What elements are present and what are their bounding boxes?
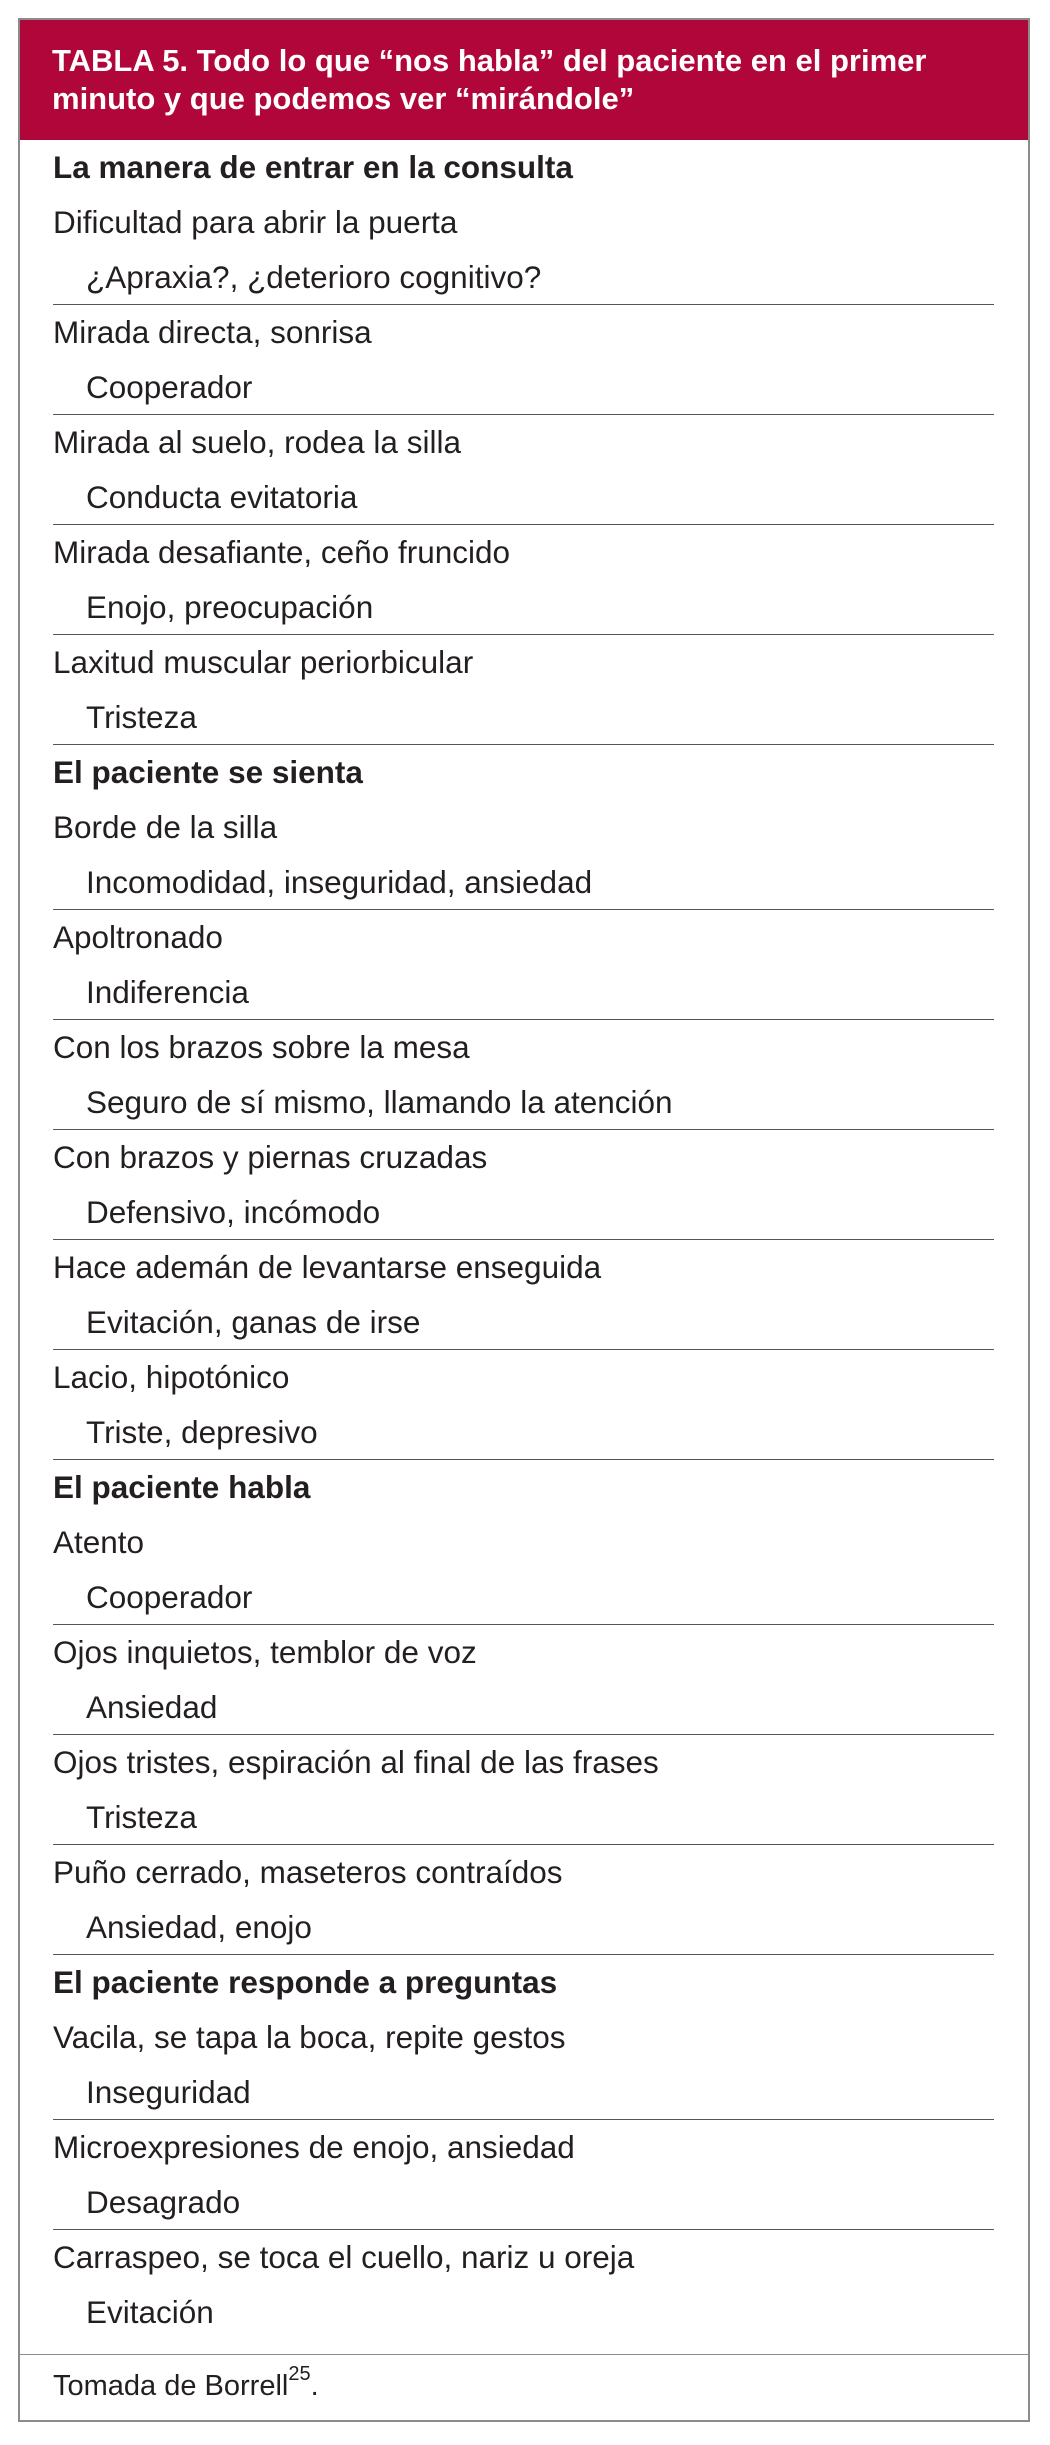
meaning-text: Ansiedad, enojo: [53, 1900, 994, 1955]
meaning-text: Triste, depresivo: [53, 1405, 994, 1460]
source-note-end: .: [310, 2370, 319, 2402]
sign-text: Mirada al suelo, rodea la silla: [53, 424, 461, 460]
meaning-text: Tristeza: [53, 1790, 994, 1845]
sign-text: Con los brazos sobre la mesa: [53, 1029, 470, 1065]
meaning-text: Cooperador: [53, 1570, 994, 1625]
sign-text: Con brazos y piernas cruzadas: [53, 1139, 488, 1175]
sign-text: Lacio, hipotónico: [53, 1359, 290, 1395]
sign-text: Ojos tristes, espiración al final de las frases: [53, 1744, 659, 1780]
sign-text: Borde de la silla: [53, 809, 278, 845]
meaning-text: Enojo, preocupación: [53, 580, 994, 635]
sign-text: Apoltronado: [53, 919, 223, 955]
table-title-line-2: minuto y que podemos ver “mirándole”: [52, 81, 635, 116]
meaning-text: Conducta evitatoria: [53, 470, 994, 525]
source-note: Tomada de Borrell: [53, 2370, 289, 2402]
section-heading: El paciente responde a preguntas: [53, 1964, 558, 2000]
section-heading: El paciente se sienta: [53, 754, 363, 790]
sign-text: Ojos inquietos, temblor de voz: [53, 1634, 477, 1670]
meaning-text: Cooperador: [53, 360, 994, 415]
sign-text: Mirada desafiante, ceño fruncido: [53, 534, 511, 570]
table-body: [20, 140, 1028, 2340]
section-heading: El paciente habla: [53, 1469, 311, 1505]
meaning-text: Incomodidad, inseguridad, ansiedad: [53, 855, 994, 910]
section-heading: La manera de entrar en la consulta: [53, 149, 573, 185]
meaning-text: Seguro de sí mismo, llamando la atención: [53, 1075, 994, 1130]
sign-text: Carraspeo, se toca el cuello, nariz u oreja: [53, 2239, 635, 2275]
sign-text: Hace ademán de levantarse enseguida: [53, 1249, 602, 1285]
sign-text: Vacila, se tapa la boca, repite gestos: [53, 2019, 566, 2055]
sign-text: Atento: [53, 1524, 145, 1560]
meaning-text: ¿Apraxia?, ¿deterioro cognitivo?: [53, 250, 994, 305]
meaning-text: Defensivo, incómodo: [53, 1185, 994, 1240]
table-footer: [20, 2354, 1028, 2420]
reference-number: 25: [288, 2363, 311, 2386]
meaning-text: Ansiedad: [53, 1680, 994, 1735]
meaning-text: Evitación: [86, 2294, 214, 2330]
table-title-line-1: TABLA 5. Todo lo que “nos habla” del paciente en el primer: [52, 43, 927, 78]
sign-text: Puño cerrado, maseteros contraídos: [53, 1854, 563, 1890]
sign-text: Microexpresiones de enojo, ansiedad: [53, 2129, 575, 2165]
table-5-box: [18, 18, 1030, 2422]
sign-text: Dificultad para abrir la puerta: [53, 204, 458, 240]
table-title-bar: [20, 20, 1028, 140]
meaning-text: Indiferencia: [53, 965, 994, 1020]
meaning-text: Tristeza: [53, 690, 994, 745]
sign-text: Mirada directa, sonrisa: [53, 314, 372, 350]
sign-text: Laxitud muscular periorbicular: [53, 644, 474, 680]
meaning-text: Desagrado: [53, 2175, 994, 2230]
meaning-text: Evitación, ganas de irse: [53, 1295, 994, 1350]
meaning-text: Inseguridad: [53, 2065, 994, 2120]
